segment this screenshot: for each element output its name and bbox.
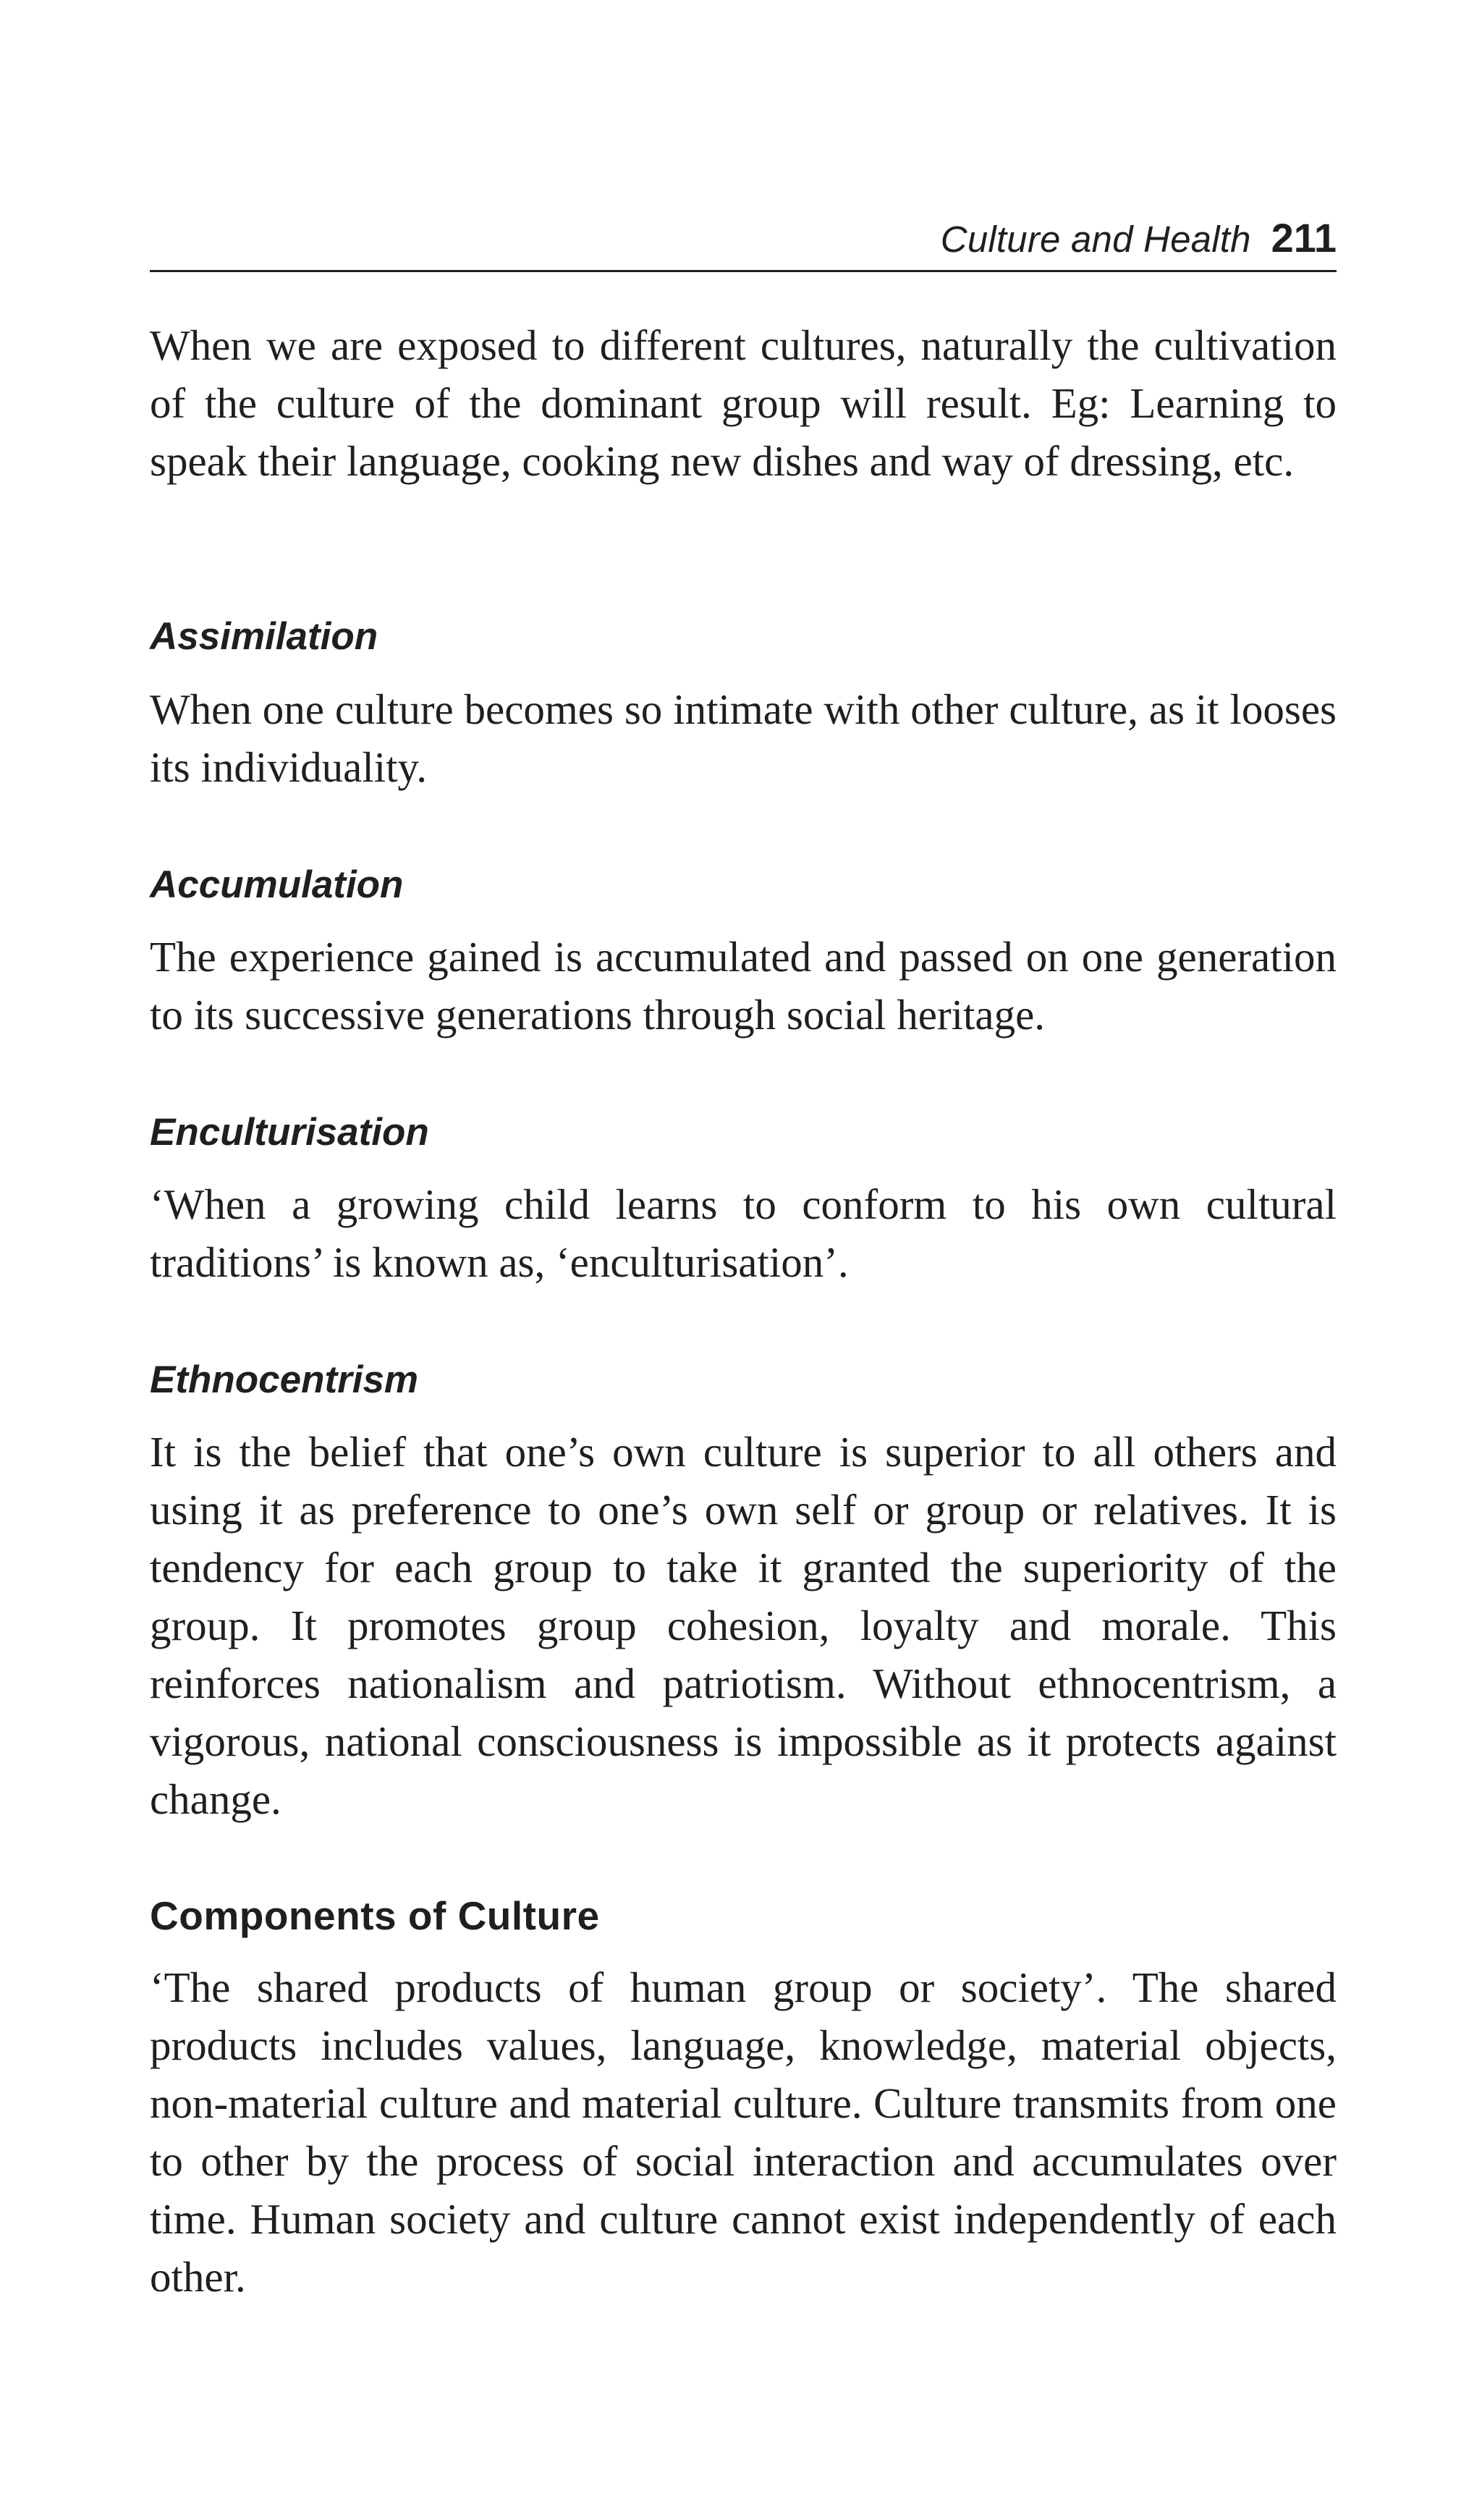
section-paragraph: ‘When a growing child learns to conform to his own cultural traditions’ is known as, ‘enculturisation’. <box>150 1180 1337 1286</box>
section-paragraph: When one culture becomes so intimate with other culture, as it looses its individuality. <box>150 685 1337 791</box>
section-paragraph: The experience gained is accumulated and passed on one generation to its successive generations through social heritage. <box>150 933 1337 1039</box>
section-heading: Ethnocentrism <box>150 1358 419 1401</box>
header-rule <box>150 270 1337 272</box>
components-heading: Components of Culture <box>150 1893 600 1938</box>
running-title: Culture and Health <box>940 219 1251 260</box>
section-heading: Assimilation <box>150 615 378 658</box>
section-accumulation <box>150 860 1337 910</box>
components-body <box>150 1958 1337 2306</box>
intro-block <box>150 316 1337 490</box>
section-heading: Enculturisation <box>150 1111 429 1154</box>
components-paragraph: ‘The shared products of human group or society’. The shared products includes values, language, knowledge, material objects, non-material culture and material culture. Culture transmits from one to other by the process of social interaction and accumulates over time. Human society and culture cannot exist independently of each other. <box>150 1963 1337 2301</box>
page-number: 211 <box>1271 215 1337 261</box>
section-ethnocentrism <box>150 1355 1337 1405</box>
section-accumulation-body <box>150 928 1337 1044</box>
section-heading: Accumulation <box>150 863 404 906</box>
components-heading-block <box>150 1890 1337 1941</box>
section-enculturisation <box>150 1107 1337 1158</box>
section-ethnocentrism-body <box>150 1423 1337 1828</box>
section-enculturisation-body <box>150 1175 1337 1291</box>
section-paragraph: It is the belief that one’s own culture is superior to all others and using it as preference to one’s own self or group or relatives. It is tendency for each group to take it granted the superiority of the group. It promotes group cohesion, loyalty and morale. This reinforces nationalism and patriotism. Without ethnocentrism, a vigorous, national consciousness is impossible as it protects against change. <box>150 1428 1337 1823</box>
intro-paragraph: When we are exposed to different cultures, naturally the cultivation of the culture of the dominant group will result. Eg: Learning to speak their language, cooking new dishes and way of dressing, etc. <box>150 321 1337 485</box>
section-assimilation <box>150 612 1337 662</box>
running-header <box>941 214 1337 265</box>
section-assimilation-body <box>150 680 1337 796</box>
